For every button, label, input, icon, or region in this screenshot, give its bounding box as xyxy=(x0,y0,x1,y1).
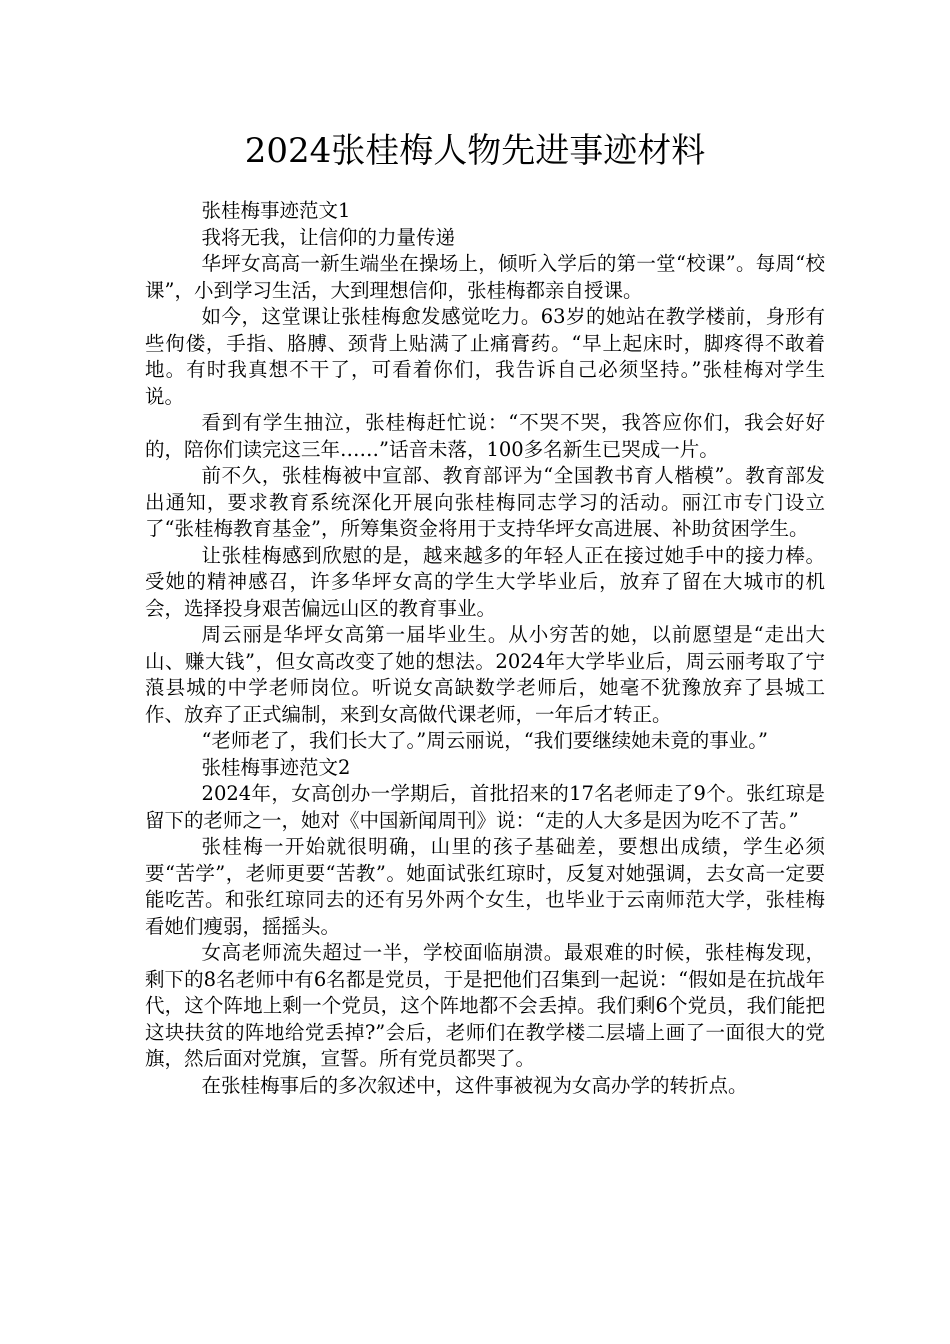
paragraph: 看到有学生抽泣，张桂梅赶忙说：“不哭不哭，我答应你们，我会好好的，陪你们读完这三年……”话音未落，100多名新生已哭成一片。 xyxy=(145,411,825,461)
paragraph: 如今，这堂课让张桂梅愈发感觉吃力。63岁的她站在教学楼前，身形有些佝偻，手指、胳膊、颈背上贴满了止痛膏药。“早上起床时，脚疼得不敢着地。有时我真想不干了，可看着你们，我告诉自己必须坚持。”张桂梅对学生说。 xyxy=(145,305,825,408)
paragraph: “老师老了，我们长大了。”周云丽说，“我们要继续她未竟的事业。” xyxy=(201,729,768,752)
paragraph: 前不久，张桂梅被中宣部、教育部评为“全国教书育人楷模”。教育部发出通知，要求教育系统深化开展向张桂梅同志学习的活动。丽江市专门设立了“张桂梅教育基金”，所筹集资金将用于支持华坪女高进展、补助贫困学生。 xyxy=(145,464,825,540)
article-subtitle: 我将无我，让信仰的力量传递 xyxy=(201,225,456,249)
document-title: 2024张桂梅人物先进事迹材料 xyxy=(244,131,706,171)
document-body xyxy=(145,198,825,1099)
paragraph: 让张桂梅感到欣慰的是，越来越多的年轻人正在接过她手中的接力棒。受她的精神感召，许多华坪女高的学生大学毕业后，放弃了留在大城市的机会，选择投身艰苦偏远山区的教育事业。 xyxy=(145,543,825,620)
paragraph: 张桂梅一开始就很明确，山里的孩子基础差，要想出成绩，学生必须要“苦学”，老师更要“苦教”。她面试张红琼时，反复对她强调，去女高一定要能吃苦。和张红琼同去的还有另外两个女生，也毕业于云南师范大学，张桂梅看她们瘦弱，摇摇头。 xyxy=(145,835,825,938)
paragraph: 2024年，女高创办一学期后，首批招来的17名老师走了9个。张红琼是留下的老师之一，她对《中国新闻周刊》说：“走的人大多是因为吃不了苦。” xyxy=(145,782,825,832)
paragraph: 华坪女高高一新生端坐在操场上，倾听入学后的第一堂“校课”。每周“校课”，小到学习生活，大到理想信仰，张桂梅都亲自授课。 xyxy=(145,252,825,302)
paragraph: 女高老师流失超过一半，学校面临崩溃。最艰难的时候，张桂梅发现，剩下的8名老师中有6名都是党员，于是把他们召集到一起说：“假如是在抗战年代，这个阵地上剩一个党员，这个阵地都不会丢掉。我们剩6个党员，我们能把这块扶贫的阵地给党丢掉?”会后，老师们在教学楼二层墙上画了一面很大的党旗，然后面对党旗，宣誓。所有党员都哭了。 xyxy=(145,941,825,1070)
section-heading-1: 张桂梅事迹范文1 xyxy=(201,199,351,222)
paragraph: 周云丽是华坪女高第一届毕业生。从小穷苦的她，以前愿望是“走出大山、赚大钱”，但女高改变了她的想法。2024年大学毕业后，周云丽考取了宁蒗县城的中学老师岗位。听说女高缺数学老师后，她毫不犹豫放弃了县城工作、放弃了正式编制，来到女高做代课老师，一年后才转正。 xyxy=(145,623,825,726)
section-heading-2: 张桂梅事迹范文2 xyxy=(201,755,351,779)
paragraph: 在张桂梅事后的多次叙述中，这件事被视为女高办学的转折点。 xyxy=(201,1073,748,1097)
